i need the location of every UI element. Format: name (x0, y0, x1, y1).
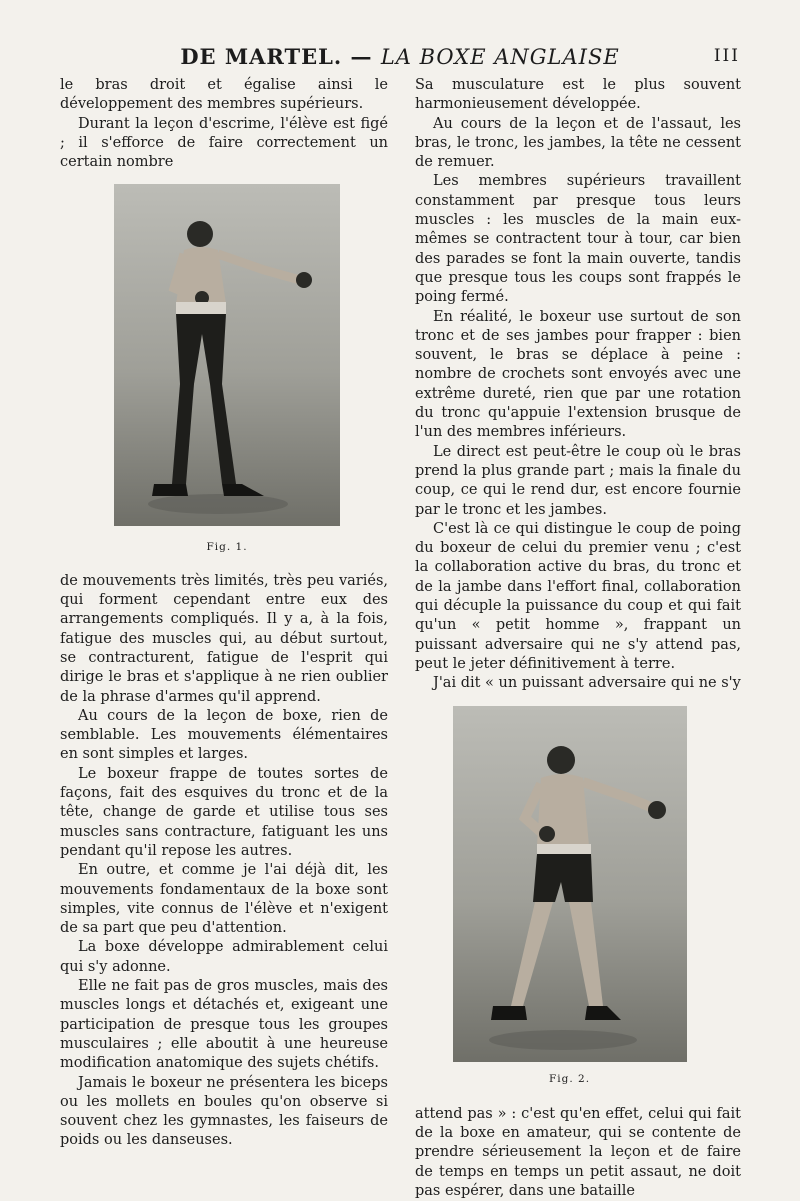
paragraph: Au cours de la leçon de boxe, rien de semblable. Les mouvements élémentaires en sont simples et larges. (60, 707, 388, 763)
paragraph: J'ai dit « un puissant adversaire qui ne s'y (433, 675, 741, 692)
paragraph: En réalité, le boxeur use surtout de son tronc et de ses jambes pour frapper : bien souvent, le bras se déplace à peine : nombre de crochets sont envoyés avec une extrême dureté, rien que par une rotation du tronc qu'appuie l'extension brusque de l'un des membres inférieurs. (415, 308, 741, 441)
boxer-photo-1 (114, 184, 340, 526)
paragraph: C'est là ce qui distingue le coup de poing du boxeur de celui du premier venu ; c'est la collaboration active du bras, du tronc et de la jambe dans l'effort final, collaboration qui décuple la puissance du coup et qui fait qu'un « petit homme », frappant un puissant adversaire qui ne s'y attend pas, peut le jeter définitivement à terre. (415, 520, 741, 672)
running-header (60, 40, 740, 76)
paragraph: Durant la leçon d'escrime, l'élève est figé ; il s'efforce de faire correctement un certain nombre (60, 115, 388, 171)
figure-2 (453, 706, 687, 1089)
running-title (60, 44, 740, 69)
paragraph: de mouvements très limités, très peu variés, qui forment cependant entre eux des arrangements compliqués. Il y a, à la fois, fatigue des muscles qui, au début surtout, se contracturent, fatigue de l'esprit qui dirige le bras et s'applique à ne rien oublier de la phrase d'armes qu'il apprend. (60, 572, 388, 705)
figure-2-caption: Fig. 2. (549, 1072, 591, 1085)
author-name: DE MARTEL. (180, 44, 343, 69)
title-dash: — (342, 44, 381, 69)
figure-1 (114, 184, 340, 557)
paragraph: Sa musculature est le plus souvent harmonieusement développée. (415, 77, 741, 113)
paragraph: Les membres supérieurs travaillent constamment par presque tous leurs muscles : les muscles de la main eux-mêmes se contractent tour à tour, car bien des parades se font la main ouverte, tandis que presque tous les coups sont frappés le poing fermé. (415, 173, 741, 306)
article-title: LA BOXE ANGLAISE (380, 45, 620, 69)
right-column (415, 76, 741, 1201)
paragraph: Elle ne fait pas de gros muscles, mais des muscles longs et détachés et, exigeant une participation de presque tous les groupes musculaires ; elle aboutit à une heureuse modification anatomique des sujets chétifs. (60, 978, 388, 1072)
paragraph: le bras droit et égalise ainsi le développement des membres supérieurs. (60, 77, 388, 113)
paragraph: La boxe développe admirablement celui qui s'y adonne. (60, 939, 388, 975)
left-column (60, 76, 388, 1151)
paragraph: En outre, et comme je l'ai déjà dit, les mouvements fondamentaux de la boxe sont simples, vite connus de l'élève et n'exigent de sa part que peu d'attention. (60, 862, 388, 937)
paragraph: Le direct est peut-être le coup où le bras prend la plus grande part ; mais la finale du coup, ce qui le rend dur, est encore fournie par le tronc et les jambes. (415, 443, 741, 518)
paragraph: attend pas » : c'est qu'en effet, celui qui fait de la boxe en amateur, qui se contente de prendre sérieusement la leçon et de faire de temps en temps un petit assaut, ne doit pas espérer, dans une bataille (415, 1105, 741, 1199)
boxer-silhouette-2 (453, 706, 687, 1062)
paragraph: Au cours de la leçon et de l'assaut, les bras, le tronc, les jambes, la tête ne cessent de remuer. (415, 115, 741, 171)
boxer-photo-2 (453, 706, 687, 1062)
figure-1-caption: Fig. 1. (206, 541, 248, 554)
paragraph: Le boxeur frappe de toutes sortes de façons, fait des esquives du tronc et de la tête, change de garde et utilise tous ses muscles sans contracture, fatiguant les uns pendant qu'il repose les autres. (60, 765, 388, 859)
boxer-silhouette-1 (114, 184, 340, 526)
paragraph: Jamais le boxeur ne présentera les biceps ou les mollets en boules qu'on observe si souvent chez les gymnastes, les faiseurs de poids ou les danseuses. (60, 1074, 388, 1149)
page-number: III (713, 46, 740, 66)
